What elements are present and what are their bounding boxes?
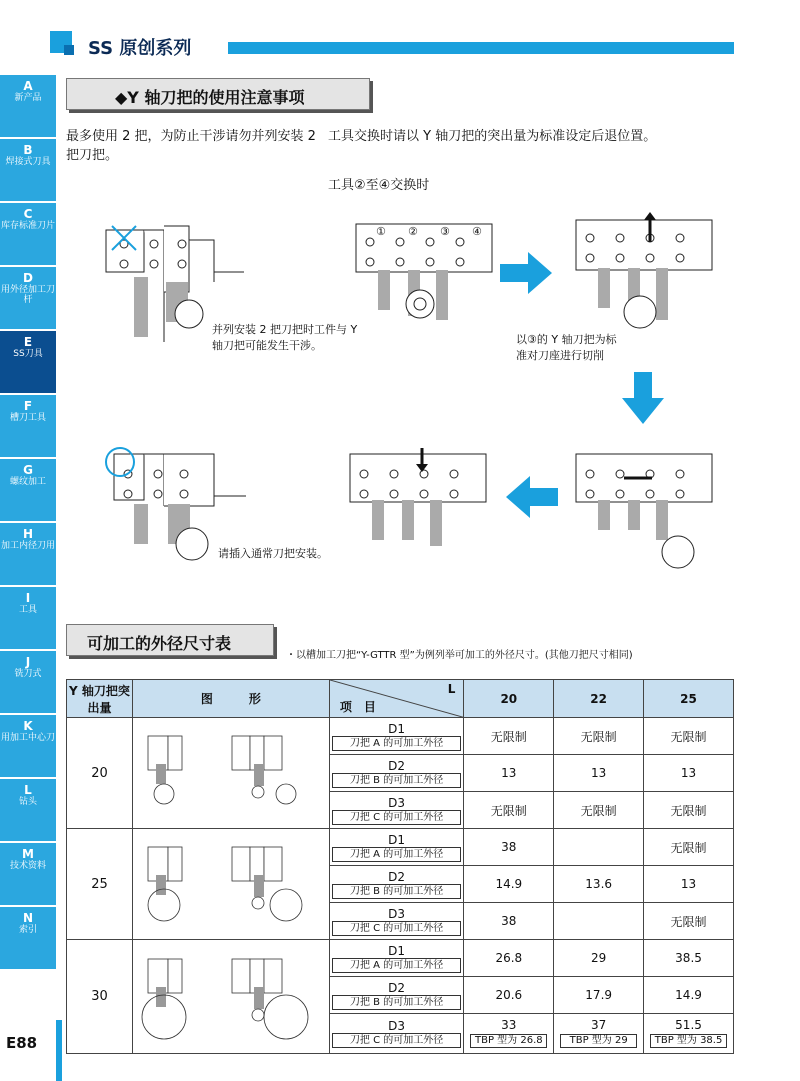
value-cell	[464, 755, 554, 792]
header-col-20: 20	[464, 680, 554, 718]
item-description: 刀把 A 的可加工外径	[332, 736, 462, 751]
value-cell	[464, 866, 554, 903]
sidebar-item-label: 焊接式刀具	[5, 157, 51, 167]
note-reference: 以③的 Y 轴刀把为标准对刀座进行切削	[516, 333, 617, 362]
figure-cell	[132, 829, 329, 940]
value-cell	[554, 792, 644, 829]
slot-1-label: ①	[376, 225, 386, 238]
sidebar-item-label: 用加工中心刀	[0, 733, 55, 743]
value-cell	[644, 940, 734, 977]
header-L: L	[447, 682, 456, 696]
sidebar-item-letter: F	[23, 399, 33, 413]
sidebar-item-i[interactable]	[0, 587, 56, 651]
value-cell	[644, 829, 734, 866]
sidebar-item-label: 索引	[18, 925, 37, 935]
item-code: D2	[388, 758, 406, 773]
value-text: 14.9	[675, 988, 702, 1002]
section-title-y-axis: ◆Y 轴刀把的使用注意事项	[66, 78, 370, 110]
item-description: 刀把 B 的可加工外径	[332, 995, 462, 1010]
header-bar	[228, 42, 734, 54]
diagram-interference	[104, 222, 254, 332]
value-text: 无限制	[670, 729, 707, 744]
value-cell	[554, 903, 644, 940]
right-instruction: 工具交换时请以 Y 轴刀把的突出量为标准设定后退位置。	[328, 129, 657, 144]
note-interference: 并列安装 2 把刀把时工件与 Y 轴刀把可能发生干涉。	[212, 323, 358, 352]
sidebar-item-label: 用外径加工刀杆	[0, 285, 55, 305]
header-item	[329, 680, 464, 718]
header-y-protrusion: Y 轴刀把突出量	[67, 680, 133, 718]
arrow-down-icon	[622, 372, 664, 424]
sidebar-item-letter: M	[22, 847, 34, 861]
sidebar-item-k[interactable]	[0, 715, 56, 779]
item-description: 刀把 B 的可加工外径	[332, 773, 462, 788]
value-cell	[554, 940, 644, 977]
value-cell	[464, 977, 554, 1014]
sidebar-item-letter: H	[22, 527, 34, 541]
page-title: SS 原创系列	[88, 38, 192, 59]
tool-layout-figure	[136, 722, 326, 822]
header-col-22: 22	[554, 680, 644, 718]
sidebar-item-j[interactable]	[0, 651, 56, 715]
item-code: D3	[388, 906, 406, 921]
page-number: E88	[6, 1034, 38, 1052]
value-text: 38	[501, 840, 517, 854]
item-cell	[329, 940, 464, 977]
note-normal: 请插入通常刀把安装。	[218, 547, 328, 560]
slot-4-label: ④	[472, 225, 482, 238]
item-description: 刀把 A 的可加工外径	[332, 847, 462, 862]
slot-2-label: ②	[408, 225, 418, 238]
sidebar-item-label: 铣刀式	[14, 669, 42, 679]
arrow-right-icon	[500, 252, 552, 294]
sidebar-item-label: SS刀具	[13, 349, 43, 359]
arrow-left-icon	[506, 476, 558, 518]
value-cell	[554, 977, 644, 1014]
value-text: 无限制	[580, 803, 617, 818]
item-code: D1	[388, 832, 406, 847]
value-cell	[644, 718, 734, 755]
item-cell	[329, 1014, 464, 1054]
value-text: 13	[680, 877, 697, 891]
value-text: 无限制	[670, 840, 707, 855]
value-text: 14.9	[495, 877, 523, 891]
slot-3-label: ③	[440, 225, 450, 238]
value-text: 37	[591, 1017, 607, 1032]
value-cell	[644, 977, 734, 1014]
page-bar	[56, 1020, 62, 1081]
item-code: D1	[388, 943, 406, 958]
value-cell	[554, 755, 644, 792]
diameter-table	[66, 679, 734, 1054]
item-description: 刀把 C 的可加工外径	[332, 810, 462, 825]
sidebar-item-h[interactable]	[0, 523, 56, 587]
item-code: D1	[388, 721, 406, 736]
sidebar-item-letter: L	[24, 783, 32, 797]
sidebar-item-label: 槽刀工具	[9, 413, 46, 423]
tbp-note: TBP 型为 26.8	[470, 1034, 547, 1048]
value-text: 13	[591, 766, 607, 780]
diagram-reference	[572, 212, 717, 332]
value-cell	[464, 718, 554, 755]
header-square-small-icon	[64, 45, 74, 55]
value-text: 无限制	[490, 803, 527, 818]
figure-cell	[132, 718, 329, 829]
sidebar-item-letter: E	[23, 335, 33, 349]
header-col-25: 25	[644, 680, 734, 718]
sidebar-item-letter: C	[23, 207, 33, 221]
sidebar-item-letter: K	[23, 719, 33, 733]
table-row	[67, 829, 734, 866]
item-description: 刀把 C 的可加工外径	[332, 1033, 462, 1048]
item-cell	[329, 792, 464, 829]
sidebar-item-label: 加工内径刀用	[0, 541, 55, 551]
value-text: 17.9	[585, 988, 613, 1002]
item-code: D2	[388, 980, 406, 995]
sidebar-nav	[0, 75, 56, 971]
sidebar-item-letter: G	[23, 463, 33, 477]
figure-cell	[132, 940, 329, 1054]
header-item-label: 项 目	[339, 700, 376, 714]
value-text: 38	[501, 914, 517, 928]
sidebar-item-a[interactable]	[0, 75, 56, 139]
item-cell	[329, 977, 464, 1014]
sidebar-item-n[interactable]	[0, 907, 56, 971]
value-cell	[554, 866, 644, 903]
value-cell	[644, 903, 734, 940]
y-protrusion-value: 25	[67, 829, 133, 940]
sidebar-item-letter: D	[23, 271, 33, 285]
value-cell	[464, 792, 554, 829]
y-protrusion-value: 20	[67, 718, 133, 829]
item-description: 刀把 B 的可加工外径	[332, 884, 462, 899]
table-row	[67, 718, 734, 755]
item-description: 刀把 A 的可加工外径	[332, 958, 462, 973]
item-description: 刀把 C 的可加工外径	[332, 921, 462, 936]
tool-layout-figure	[136, 833, 326, 933]
diagram-exchange-insert	[346, 448, 491, 558]
table-row	[67, 940, 734, 977]
value-cell	[644, 755, 734, 792]
exchange-label: 工具②至④交换时	[328, 178, 430, 193]
item-code: D3	[388, 1019, 406, 1033]
value-text: 13.6	[585, 877, 613, 891]
value-text: 38.5	[675, 951, 702, 965]
table-note: ・以槽加工刀把“Y-GTTR 型”为例列举可加工的外径尺寸。(其他刀把尺寸相同)	[286, 650, 633, 661]
sidebar-item-label: 螺纹加工	[9, 477, 46, 487]
value-cell	[464, 1014, 554, 1054]
sidebar-item-l[interactable]	[0, 779, 56, 843]
sidebar-item-letter: J	[25, 655, 31, 669]
value-cell	[644, 866, 734, 903]
left-instruction: 最多使用 2 把，为防止干涉请勿并列安装 2 把刀把。	[66, 129, 316, 163]
value-text: 29	[591, 951, 607, 965]
section-title-outer-diameter: 可加工的外径尺寸表	[66, 624, 274, 656]
value-text: 13	[680, 766, 697, 780]
value-cell	[464, 829, 554, 866]
value-cell	[464, 903, 554, 940]
sidebar-item-letter: I	[25, 591, 31, 605]
value-text: 26.8	[495, 951, 523, 965]
tbp-note: TBP 型为 29	[560, 1034, 637, 1048]
item-cell	[329, 718, 464, 755]
sidebar-item-label: 库存标准刀片	[0, 221, 55, 231]
value-text: 无限制	[580, 729, 617, 744]
value-cell	[644, 1014, 734, 1054]
sidebar-item-label: 技术资料	[9, 861, 46, 871]
sidebar-item-label: 工具	[18, 605, 37, 615]
sidebar-item-g[interactable]	[0, 459, 56, 523]
value-text: 无限制	[670, 803, 707, 818]
value-text: 无限制	[670, 914, 707, 929]
value-text: 51.5	[675, 1017, 702, 1032]
item-cell	[329, 866, 464, 903]
sidebar-item-label: 钻头	[18, 797, 37, 807]
sidebar-item-label: 新产品	[14, 93, 42, 103]
tool-layout-figure	[136, 945, 326, 1045]
value-cell	[554, 829, 644, 866]
sidebar-item-c[interactable]	[0, 203, 56, 267]
item-cell	[329, 829, 464, 866]
value-cell	[644, 792, 734, 829]
sidebar-item-f[interactable]	[0, 395, 56, 459]
diagram-retract	[572, 448, 717, 568]
header-figure: 图 形	[132, 680, 329, 718]
sidebar-item-letter: N	[22, 911, 34, 925]
sidebar-item-m[interactable]	[0, 843, 56, 907]
item-cell	[329, 903, 464, 940]
sidebar-item-d[interactable]	[0, 267, 56, 331]
sidebar-item-e[interactable]	[0, 331, 56, 395]
value-text: 13	[501, 766, 517, 780]
tbp-note: TBP 型为 38.5	[650, 1034, 727, 1048]
sidebar-item-letter: B	[23, 143, 33, 157]
y-protrusion-value: 30	[67, 940, 133, 1054]
value-cell	[554, 718, 644, 755]
value-text: 33	[501, 1017, 517, 1032]
item-cell	[329, 755, 464, 792]
value-cell	[464, 940, 554, 977]
value-cell	[554, 1014, 644, 1054]
sidebar-item-b[interactable]	[0, 139, 56, 203]
item-code: D2	[388, 869, 406, 884]
sidebar-item-letter: A	[23, 79, 33, 93]
item-code: D3	[388, 795, 406, 810]
value-text: 无限制	[490, 729, 527, 744]
value-text: 20.6	[495, 988, 523, 1002]
